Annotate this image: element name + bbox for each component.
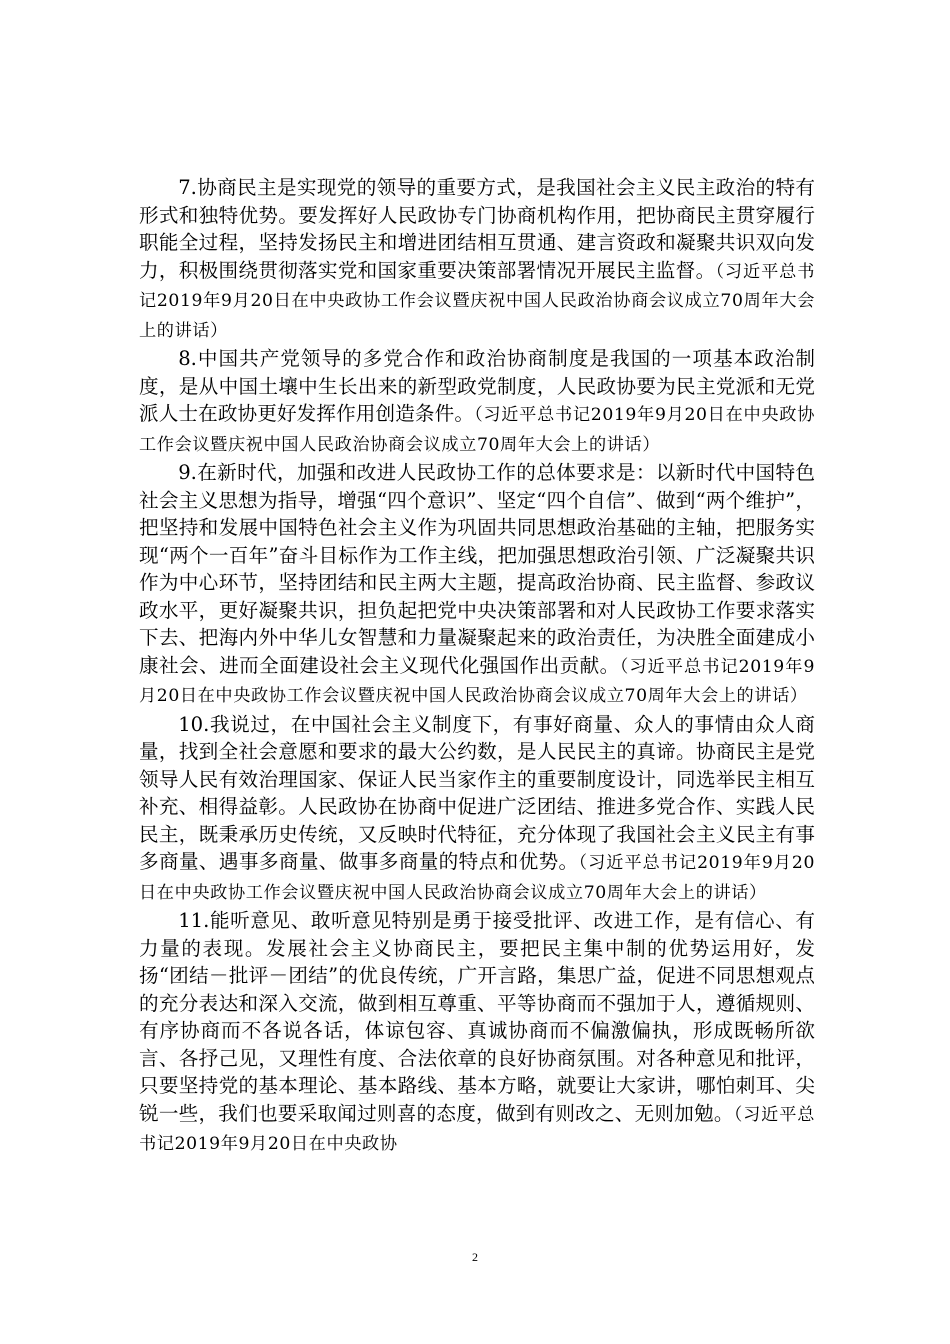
paragraph-text: 7.协商民主是实现党的领导的重要方式，是我国社会主义民主政治的特有形式和独特优势。要发挥好人民政协专门协商机构作用，把协商民主贯穿履行职能全过程，坚持发扬民主和增进团结相互贯通、建言资政和凝聚共识双向发力，积极围绕贯彻落实党和国家重要决策部署情况开展民主监督。 [139,176,815,282]
paragraph-7 [139,174,815,345]
citation: （习近平总书记2019年9月20日在中央政协工作会议暨庆祝中国人民政治协商会议成立70周年大会上的讲话） [139,853,815,903]
paragraph-text: 9.在新时代，加强和改进人民政协工作的总体要求是：以新时代中国特色社会主义思想为指导，增强“四个意识”、坚定“四个自信”、做到“两个维护”，把坚持和发展中国特色社会主义作为巩固共同思想政治基础的主轴，把服务实现“两个一百年”奋斗目标作为工作主线，把加强思想政治引领、广泛凝聚共识作为中心环节，坚持团结和民主两大主题，提高政治协商、民主监督、参政议政水平，更好凝聚共识，担负起把党中央决策部署和对人民政协工作要求落实下去、把海内外中华儿女智慧和力量凝聚起来的政治责任，为决胜全面建成小康社会、进而全面建设社会主义现代化强国作出贡献。 [139,461,815,677]
paragraph-9 [139,459,815,711]
citation: （习近平总书记2019年9月20日在中央政协工作会议暨庆祝中国人民政治协商会议成立70周年大会上的讲话） [139,405,815,455]
paragraph-10 [139,711,815,908]
paragraph-8 [139,345,815,459]
citation: （习近平总书记2019年9月20日在中央政协工作会议暨庆祝中国人民政治协商会议成立70周年大会上的讲话） [139,261,815,341]
paragraph-text: 10.我说过，在中国社会主义制度下，有事好商量、众人的事情由众人商量，找到全社会意愿和要求的最大公约数，是人民民主的真谛。协商民主是党领导人民有效治理国家、保证人民当家作主的重要制度设计，同选举民主相互补充、相得益彰。人民政协在协商中促进广泛团结、推进多党合作、实践人民民主，既秉承历史传统，又反映时代特征，充分体现了我国社会主义民主有事多商量、遇事多商量、做事多商量的特点和优势。 [139,712,815,873]
paragraph-text: 11.能听意见、敢听意见特别是勇于接受批评、改进工作，是有信心、有力量的表现。发展社会主义协商民主，要把民主集中制的优势运用好，发扬“团结－批评－团结”的优良传统，广开言路，集思广益，促进不同思想观点的充分表达和深入交流，做到相互尊重、平等协商而不强加于人，遵循规则、有序协商而不各说各话，体谅包容、真诚协商而不偏激偏执，形成既畅所欲言、各抒己见，又理性有度、合法依章的良好协商氛围。对各种意见和批评，只要坚持党的基本理论、基本路线、基本方略，就要让大家讲，哪怕刺耳、尖锐一些，我们也要采取闻过则喜的态度，做到有则改之、无则加勉。 [139,909,815,1125]
paragraph-11 [139,907,815,1159]
citation: （习近平总书记2019年9月20日在中央政协 [139,1104,815,1154]
document-body [139,174,815,1159]
page-number: 2 [472,1250,478,1264]
citation: （习近平总书记2019年9月20日在中央政协工作会议暨庆祝中国人民政治协商会议成立70周年大会上的讲话） [139,656,815,706]
paragraph-text: 8.中国共产党领导的多党合作和政治协商制度是我国的一项基本政治制度，是从中国土壤中生长出来的新型政党制度，人民政协要为民主党派和无党派人士在政协更好发挥作用创造条件。 [139,347,815,425]
